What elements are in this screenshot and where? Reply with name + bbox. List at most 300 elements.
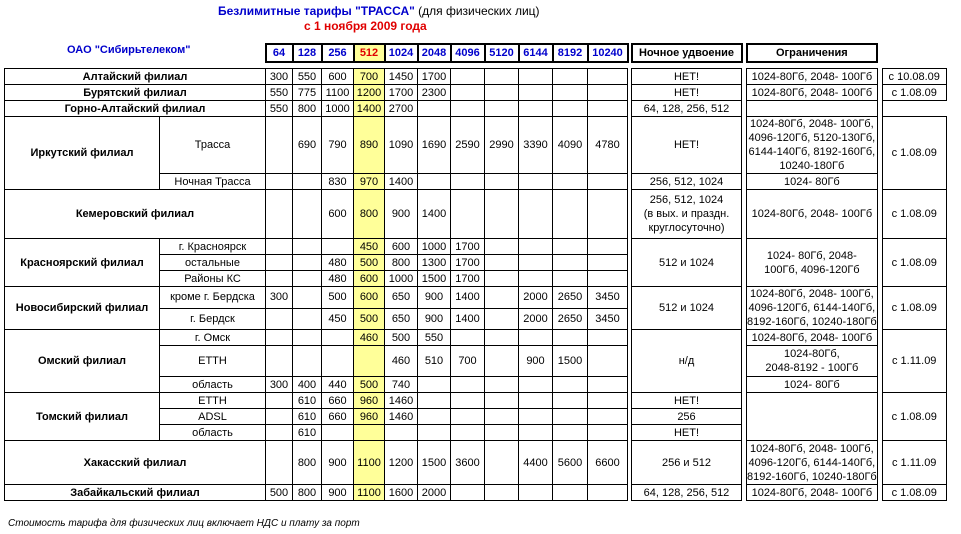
price-cell: 600 (354, 271, 385, 287)
date-cell: с 1.11.09 (882, 441, 946, 485)
sub-region: г. Омск (160, 330, 266, 346)
price-cell (553, 425, 588, 441)
price-cell: 1300 (418, 255, 451, 271)
price-cell: 900 (322, 485, 354, 501)
date-cell: с 1.08.09 (882, 485, 946, 501)
limits-cell (747, 346, 878, 377)
price-cell: 4090 (553, 117, 588, 174)
table-row (5, 190, 947, 239)
price-cell (553, 85, 588, 101)
price-cell (519, 101, 553, 117)
price-cell: 1500 (418, 271, 451, 287)
price-cell: 2650 (553, 308, 588, 330)
table-row (5, 101, 947, 117)
price-cell (588, 190, 628, 239)
price-cell (451, 425, 485, 441)
price-cell: 1100 (322, 85, 354, 101)
table-row (5, 287, 947, 309)
price-cell: 500 (322, 287, 354, 309)
limits-cell (747, 441, 878, 485)
night-cell: 64, 128, 256, 512 (632, 485, 742, 501)
price-cell (293, 287, 322, 309)
price-cell (266, 441, 293, 485)
sub-region: область (160, 377, 266, 393)
price-cell (266, 308, 293, 330)
price-cell: 900 (385, 190, 418, 239)
price-cell: 800 (293, 441, 322, 485)
price-cell: 1400 (451, 287, 485, 309)
price-cell: 900 (418, 287, 451, 309)
price-cell: 2000 (519, 308, 553, 330)
price-cell (485, 377, 519, 393)
price-cell: 1700 (418, 69, 451, 85)
limits-line: 8192-160Гб, 10240-180Гб (747, 470, 877, 483)
price-cell: 460 (354, 330, 385, 346)
sub-region: Районы КС (160, 271, 266, 287)
sub-region: Трасса (160, 117, 266, 174)
price-cell (553, 255, 588, 271)
price-cell (385, 425, 418, 441)
price-cell: 300 (266, 287, 293, 309)
price-cell: 3390 (519, 117, 553, 174)
limits-line: 100Гб, 4096-120Гб (764, 263, 860, 276)
price-cell: 1460 (385, 393, 418, 409)
price-cell: 2650 (553, 287, 588, 309)
price-cell: 3450 (588, 308, 628, 330)
price-cell: 450 (354, 239, 385, 255)
limits-cell: 1024-80Гб, 2048- 100Гб (747, 85, 878, 101)
sub-region: ЕТТН (160, 346, 266, 377)
limits-line: 1024- 80Гб, 2048- (766, 249, 857, 262)
price-cell (418, 425, 451, 441)
table-row (5, 117, 947, 174)
footnote: Стоимость тарифа для физических лиц включает НДС и плату за порт (8, 518, 360, 529)
sub-region: ЕТТН (160, 393, 266, 409)
price-cell (485, 85, 519, 101)
price-cell: 550 (293, 69, 322, 85)
price-cell (293, 255, 322, 271)
price-cell (293, 190, 322, 239)
price-cell (553, 409, 588, 425)
price-cell: 960 (354, 393, 385, 409)
price-cell (266, 117, 293, 174)
price-cell (293, 271, 322, 287)
header-row (5, 44, 947, 62)
branch-name: Алтайский филиал (5, 69, 266, 85)
price-cell: 2590 (451, 117, 485, 174)
limits-cell (747, 117, 878, 174)
price-cell (485, 346, 519, 377)
price-cell (519, 330, 553, 346)
price-cell: 1100 (354, 485, 385, 501)
limits-line: 4096-120Гб, 6144-140Гб, (748, 302, 876, 314)
price-cell (553, 69, 588, 85)
title-bold: Безлимитные тарифы "ТРАССА" (218, 4, 415, 18)
night-cell: 512 и 1024 (632, 287, 742, 330)
price-cell: 550 (266, 85, 293, 101)
limits-line: 4096-120Гб, 5120-130Гб, (748, 132, 876, 144)
limits-cell: 1024-80Гб, 2048- 100Гб (747, 69, 878, 85)
limits-cell: 1024- 80Гб (747, 377, 878, 393)
price-cell: 1700 (451, 239, 485, 255)
price-cell (266, 330, 293, 346)
price-cell: 610 (293, 425, 322, 441)
sub-region: г. Бердск (160, 308, 266, 330)
night-cell: НЕТ! (632, 85, 742, 101)
price-cell (588, 393, 628, 409)
price-cell (485, 409, 519, 425)
price-cell (553, 174, 588, 190)
date-cell: с 1.08.09 (882, 85, 946, 101)
price-cell (418, 101, 451, 117)
price-cell (322, 239, 354, 255)
price-cell: 1460 (385, 409, 418, 425)
price-cell: 400 (293, 377, 322, 393)
price-cell: 800 (385, 255, 418, 271)
price-cell (451, 409, 485, 425)
price-cell (485, 441, 519, 485)
price-cell (322, 425, 354, 441)
table-row (5, 239, 947, 255)
price-cell (485, 174, 519, 190)
price-cell: 550 (418, 330, 451, 346)
night-cell (632, 190, 742, 239)
price-cell (485, 287, 519, 309)
price-cell (485, 425, 519, 441)
price-cell: 440 (322, 377, 354, 393)
price-cell (588, 239, 628, 255)
night-value: 256, 512, 1024 (649, 194, 724, 206)
price-cell (519, 85, 553, 101)
price-cell: 1400 (354, 101, 385, 117)
price-cell: 1700 (385, 85, 418, 101)
price-cell: 5600 (553, 441, 588, 485)
price-cell: 1200 (354, 85, 385, 101)
price-cell (293, 330, 322, 346)
price-cell: 1700 (451, 255, 485, 271)
price-cell (519, 425, 553, 441)
price-cell (485, 308, 519, 330)
limits-line: 10240-180Гб (779, 160, 845, 172)
branch-name: Горно-Алтайский филиал (5, 101, 266, 117)
price-cell (588, 271, 628, 287)
limits-cell: 1024-80Гб, 2048- 100Гб (747, 330, 878, 346)
price-cell (519, 485, 553, 501)
page-title (218, 4, 540, 18)
branch-name: Красноярский филиал (5, 239, 160, 287)
price-cell: 610 (293, 409, 322, 425)
price-cell: 1400 (451, 308, 485, 330)
price-cell (451, 393, 485, 409)
limits-line: 4096-120Гб, 6144-140Гб, (748, 456, 876, 469)
price-cell: 830 (322, 174, 354, 190)
date-cell: с 1.08.09 (882, 190, 946, 239)
sub-region: Ночная Трасса (160, 174, 266, 190)
price-cell (588, 377, 628, 393)
price-cell (266, 255, 293, 271)
table-row (5, 393, 947, 409)
price-cell: 900 (519, 346, 553, 377)
sub-region: г. Красноярск (160, 239, 266, 255)
price-cell: 1690 (418, 117, 451, 174)
price-cell (588, 101, 628, 117)
price-cell: 1090 (385, 117, 418, 174)
price-cell (519, 393, 553, 409)
price-cell: 3450 (588, 287, 628, 309)
limits-line: 2048-8192 - 100Гб (765, 362, 859, 374)
price-cell: 1000 (418, 239, 451, 255)
price-cell (451, 101, 485, 117)
date-cell: с 1.08.09 (882, 393, 946, 441)
price-cell: 800 (354, 190, 385, 239)
price-cell: 4400 (519, 441, 553, 485)
date-cell: с 1.08.09 (882, 287, 946, 330)
night-cell: 512 и 1024 (632, 239, 742, 287)
price-cell (451, 330, 485, 346)
price-cell (266, 346, 293, 377)
price-cell (266, 174, 293, 190)
price-cell (485, 255, 519, 271)
price-cell: 460 (385, 346, 418, 377)
price-cell: 510 (418, 346, 451, 377)
price-cell (553, 190, 588, 239)
night-cell: НЕТ! (632, 393, 742, 409)
price-cell: 1400 (418, 190, 451, 239)
price-cell: 2990 (485, 117, 519, 174)
price-cell: 550 (266, 101, 293, 117)
night-cell: НЕТ! (632, 69, 742, 85)
price-cell: 1000 (385, 271, 418, 287)
price-cell (588, 485, 628, 501)
price-cell (485, 271, 519, 287)
price-cell (266, 239, 293, 255)
limits-cell: 1024-80Гб, 2048- 100Гб (747, 190, 878, 239)
price-cell: 1100 (354, 441, 385, 485)
speed-header: 2048 (418, 44, 451, 62)
price-cell (519, 409, 553, 425)
speed-header: 6144 (519, 44, 553, 62)
price-cell (354, 346, 385, 377)
price-cell (588, 255, 628, 271)
price-cell (519, 190, 553, 239)
price-cell: 480 (322, 271, 354, 287)
price-cell (266, 190, 293, 239)
price-cell: 800 (293, 485, 322, 501)
price-cell: 3600 (451, 441, 485, 485)
limits-header: Ограничения (747, 44, 878, 62)
sub-region: остальные (160, 255, 266, 271)
night-cell: 256 (632, 409, 742, 425)
branch-name: Бурятский филиал (5, 85, 266, 101)
price-cell (519, 377, 553, 393)
night-cell: 256 и 512 (632, 441, 742, 485)
price-cell: 800 (293, 101, 322, 117)
sub-region: область (160, 425, 266, 441)
price-cell: 600 (322, 69, 354, 85)
limits-cell (747, 239, 878, 287)
price-cell (519, 174, 553, 190)
price-cell (519, 255, 553, 271)
price-cell: 500 (354, 255, 385, 271)
speed-header: 1024 (385, 44, 418, 62)
night-cell: 64, 128, 256, 512 (632, 101, 742, 117)
price-cell (519, 239, 553, 255)
price-cell: 500 (354, 308, 385, 330)
price-cell (451, 85, 485, 101)
price-cell: 600 (322, 190, 354, 239)
page-subtitle: с 1 ноября 2009 года (304, 19, 427, 33)
night-cell: н/д (632, 330, 742, 393)
price-cell: 2000 (519, 287, 553, 309)
price-cell (519, 271, 553, 287)
price-cell (553, 101, 588, 117)
price-cell: 700 (451, 346, 485, 377)
limits-cell (747, 287, 878, 330)
price-cell (451, 174, 485, 190)
price-cell: 660 (322, 409, 354, 425)
limits-line: 1024-80Гб, (784, 348, 840, 360)
night-note: круглосуточно) (648, 222, 725, 234)
branch-name: Иркутский филиал (5, 117, 160, 190)
table-row (5, 69, 947, 85)
speed-header: 512 (354, 44, 385, 62)
branch-name: Забайкальский филиал (5, 485, 266, 501)
limits-line: 6144-140Гб, 8192-160Гб, (748, 146, 876, 158)
table-row (5, 85, 947, 101)
night-cell: НЕТ! (632, 117, 742, 174)
price-cell: 2300 (418, 85, 451, 101)
price-cell: 1200 (385, 441, 418, 485)
price-cell (451, 485, 485, 501)
speed-header: 256 (322, 44, 354, 62)
date-cell: с 1.08.09 (882, 239, 946, 287)
night-header: Ночное удвоение (632, 44, 742, 62)
price-cell (322, 330, 354, 346)
price-cell: 700 (354, 69, 385, 85)
price-cell: 300 (266, 377, 293, 393)
price-cell: 775 (293, 85, 322, 101)
price-cell: 1500 (418, 441, 451, 485)
branch-name: Новосибирский филиал (5, 287, 160, 330)
branch-name: Омский филиал (5, 330, 160, 393)
limits-line: 1024-80Гб, 2048- 100Гб, (750, 288, 874, 300)
price-cell (293, 346, 322, 377)
price-cell (485, 101, 519, 117)
price-cell (451, 377, 485, 393)
price-cell (553, 485, 588, 501)
price-cell (588, 69, 628, 85)
price-cell (485, 239, 519, 255)
price-cell (266, 425, 293, 441)
price-cell (588, 409, 628, 425)
night-cell: НЕТ! (632, 425, 742, 441)
price-cell (519, 69, 553, 85)
price-cell: 790 (322, 117, 354, 174)
price-cell: 1500 (553, 346, 588, 377)
price-cell: 660 (322, 393, 354, 409)
price-cell (485, 190, 519, 239)
limits-cell: 1024-80Гб, 2048- 100Гб (747, 485, 878, 501)
sub-region: ADSL (160, 409, 266, 425)
price-cell: 500 (385, 330, 418, 346)
branch-name: Томский филиал (5, 393, 160, 441)
price-cell (293, 174, 322, 190)
price-cell (293, 308, 322, 330)
night-cell: 256, 512, 1024 (632, 174, 742, 190)
price-cell (553, 377, 588, 393)
price-cell: 690 (293, 117, 322, 174)
price-cell (266, 393, 293, 409)
price-cell: 1400 (385, 174, 418, 190)
price-cell (418, 409, 451, 425)
price-cell: 6600 (588, 441, 628, 485)
price-cell (588, 85, 628, 101)
price-cell: 1450 (385, 69, 418, 85)
date-cell: с 10.08.09 (882, 69, 946, 85)
night-note: (в вых. и праздн. (643, 208, 730, 220)
price-cell (485, 330, 519, 346)
price-cell (588, 330, 628, 346)
price-cell (266, 271, 293, 287)
table-row (5, 485, 947, 501)
speed-header: 8192 (553, 44, 588, 62)
price-cell: 2700 (385, 101, 418, 117)
price-cell: 960 (354, 409, 385, 425)
price-cell (553, 330, 588, 346)
branch-name: Хакасский филиал (5, 441, 266, 485)
price-cell (418, 377, 451, 393)
price-cell: 890 (354, 117, 385, 174)
price-cell: 4780 (588, 117, 628, 174)
table-row (5, 330, 947, 346)
price-cell (322, 346, 354, 377)
company-name: ОАО "Сибирьтелеком" (67, 44, 191, 56)
price-cell (553, 271, 588, 287)
price-cell (418, 393, 451, 409)
sub-region: кроме г. Бердска (160, 287, 266, 309)
price-cell (588, 346, 628, 377)
price-cell: 450 (322, 308, 354, 330)
price-cell: 600 (385, 239, 418, 255)
table-row (5, 441, 947, 485)
price-cell (485, 69, 519, 85)
price-cell: 300 (266, 69, 293, 85)
limits-line: 1024-80Гб, 2048- 100Гб, (750, 118, 874, 130)
title-normal: (для физических лиц) (414, 4, 540, 18)
price-cell (354, 425, 385, 441)
speed-header: 10240 (588, 44, 628, 62)
price-cell (293, 239, 322, 255)
price-cell (418, 174, 451, 190)
price-cell: 970 (354, 174, 385, 190)
price-cell: 1700 (451, 271, 485, 287)
price-cell: 2000 (418, 485, 451, 501)
price-cell: 740 (385, 377, 418, 393)
price-cell: 610 (293, 393, 322, 409)
speed-header: 4096 (451, 44, 485, 62)
price-cell (485, 393, 519, 409)
date-cell: с 1.11.09 (882, 330, 946, 393)
speed-header: 128 (293, 44, 322, 62)
price-cell (266, 409, 293, 425)
branch-name: Кемеровский филиал (5, 190, 266, 239)
price-cell: 500 (354, 377, 385, 393)
price-cell (485, 485, 519, 501)
price-cell: 650 (385, 287, 418, 309)
price-cell (588, 174, 628, 190)
limits-line: 1024-80Гб, 2048- 100Гб, (750, 442, 874, 455)
date-cell: с 1.08.09 (882, 117, 946, 190)
